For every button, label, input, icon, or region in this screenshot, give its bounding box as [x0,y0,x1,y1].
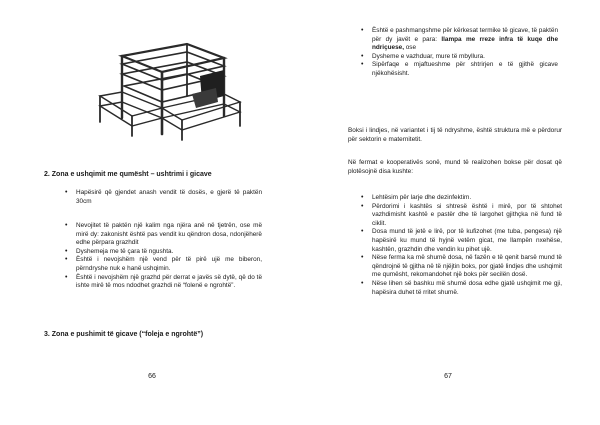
list-item [358,27,558,53]
item-text: ose [405,44,417,52]
list-item: • Nevojitet të paktën një kalim nga njëra anë në tjetrën, ose më mirë dy: zakonisht është pas vendit ku qëndron dosa, ndonjëherë edhe përpara grazhdit [62,222,262,248]
list-item: • Dosa mund të jetë e lirë, por të kufizohet (me tuba, pengesa) një hapësirë ku mund të hyjnë vetëm gicat, me llampën nxehëse, kashtën, grazhdin dhe vendin ku pihet ujë. [358,228,562,254]
paragraph-2: Në fermat e kooperativës sonë, mund të realizohen bokse për dosat që plotësojnë disa kushte: [348,159,562,175]
item-bold-text: llampa me rreze infra të kuqe dhe ndriçuese, [372,35,558,52]
bullet-list-top [358,27,558,79]
list-item: • Hapësirë që gjendet anash vendit të dosës, e gjerë të paktën 30cm [62,189,262,206]
page-number: 66 [148,373,156,380]
bullet-list-b [62,222,262,291]
section-2-heading: 2. Zona e ushqimit me qumësht – ushtrimi i gicave [44,171,212,178]
list-item: • Lehtësim për larje dhe dezinfektim. [358,194,562,203]
list-item: • Nëse lihen së bashku më shumë dosa edhe gjatë ushqimit me gji, hapësira duhet të rritet shumë. [358,280,562,297]
list-item: • Dyshemeja me të çara të ngushta. [62,248,262,257]
list-item: • Dysheme e vazhduar, mure të mbyllura. [358,53,558,62]
page-number: 67 [444,373,452,380]
list-item: • Është i nevojshëm një grazhd për derrat e javës së dytë, që do të ishte mirë të mos ndodhet grazhdi në “folenë e ngrohtë”. [62,274,262,291]
right-page [300,0,600,425]
section-3-heading: 3. Zona e pushimit të gicave (“foleja e ngrohtë”) [44,331,204,338]
farrowing-crate-photo-icon [92,36,242,146]
bullet-list-a [62,189,262,206]
list-item: • Përdorimi i kashtës si shtresë është i mirë, por të shtohet vazhdimisht kashtë e pastër dhe të largohet gjithçka në fund të ciklit. [358,203,562,229]
paragraph-1: Boksi i lindjes, në variantet i tij të ndryshme, është struktura më e përdorur për sektorin e maternitetit. [348,127,562,143]
item-text: Është e pashmangshme për kërkesat termike të gicave, të paktën për dy javët e para: [372,27,558,43]
list-item: • Sipërfaqe e mjaftueshme për shtrirjen e të gjithë gicave njëkohësisht. [358,61,558,78]
bullet-list-bottom [358,194,562,297]
list-item: • Është i nevojshëm një vend për të pirë ujë me biberon, përndryshe nuk e hanë ushqimin. [62,256,262,273]
list-item: • Nëse ferma ka më shumë dosa, në fazën e të qenit barsë mund të qëndrojnë të gjitha në të njëjtin boks, por gjatë lindjes dhe ushqimit me qumësht, rekomandohet një boks për secilën dosë. [358,254,562,280]
